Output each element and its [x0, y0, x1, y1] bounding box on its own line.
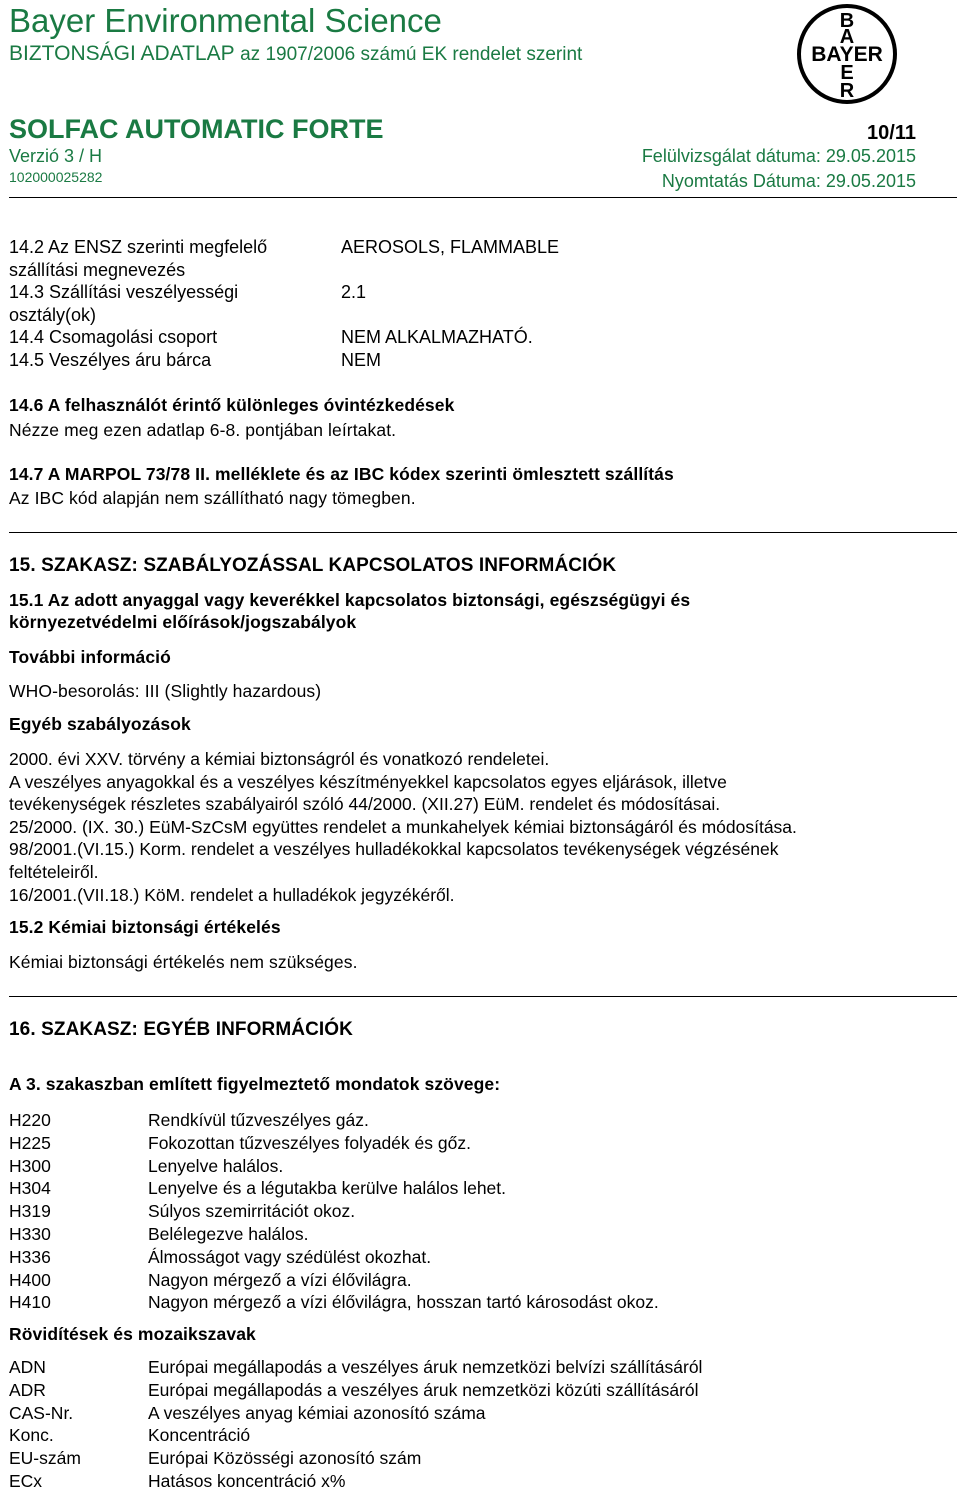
table-row: 14.5 Veszélyes áru bárca NEM — [9, 349, 381, 370]
other-regulations-title: Egyéb szabályozások — [9, 714, 191, 734]
page-number: 10/11 — [867, 122, 916, 144]
svg-text:A: A — [839, 26, 855, 48]
section-14-7-text: Az IBC kód alapján nem szállítható nagy tömegben. — [9, 488, 416, 508]
section-15-2-title: 15.2 Kémiai biztonsági értékelés — [9, 917, 281, 937]
header-divider — [9, 197, 957, 198]
abbreviations-title: Rövidítések és mozaikszavak — [9, 1324, 256, 1344]
product-name: SOLFAC AUTOMATIC FORTE — [9, 114, 384, 144]
table-row: szállítási megnevezés — [9, 259, 186, 280]
regulation-line: 25/2000. (IX. 30.) EüM-SzCsM együttes rendelet a munkahelyek kémiai biztonságáról és módosítása. — [9, 816, 797, 837]
section-16-title: 16. SZAKASZ: EGYÉB INFORMÁCIÓK — [9, 1019, 353, 1040]
transport-table — [9, 236, 559, 371]
h-statements-title: A 3. szakaszban említett figyelmeztető mondatok szövege: — [9, 1074, 501, 1094]
regulation-line: 98/2001.(VI.15.) Korm. rendelet a veszélyes hulladékokkal kapcsolatos tevékenységek végzésének — [9, 839, 779, 860]
table-row: ECx Hatásos koncentráció x% — [9, 1470, 346, 1491]
table-row: H304 Lenyelve és a légutakba kerülve halálos lehet. — [9, 1178, 507, 1199]
table-row: H225 Fokozottan tűzveszélyes folyadék és gőz. — [9, 1132, 471, 1153]
regulation-line: tevékenységek részletes szabályairól szóló 44/2000. (XII.27) EüM. rendelet és módosításai. — [9, 794, 721, 815]
table-row: Konc. Koncentráció — [9, 1425, 251, 1446]
revision-date: Felülvizsgálat dátuma: 29.05.2015 — [641, 146, 916, 166]
section-divider — [9, 532, 957, 533]
svg-text:R: R — [839, 80, 855, 102]
company-name: Bayer Environmental Science — [9, 2, 442, 39]
document-subtitle — [9, 42, 582, 66]
regulation-line: feltételeiről. — [9, 861, 99, 882]
regulation-line: A veszélyes anyagokkal és a veszélyes készítményekkel kapcsolatos egyes eljárások, illetve — [9, 771, 727, 792]
table-row: 14.3 Szállítási veszélyességi 2.1 — [9, 282, 367, 302]
print-date: Nyomtatás Dátuma: 29.05.2015 — [661, 171, 916, 191]
table-row: 14.4 Csomagolási csoport NEM ALKALMAZHATÓ. — [9, 327, 533, 347]
section-15-title: 15. SZAKASZ: SZABÁLYOZÁSSAL KAPCSOLATOS INFORMÁCIÓK — [9, 555, 617, 576]
svg-text:E: E — [840, 62, 854, 84]
section-15-1-title-line1: 15.1 Az adott anyaggal vagy keverékkel kapcsolatos biztonsági, egészségügyi és — [9, 590, 691, 610]
abbreviations-table — [9, 1356, 702, 1493]
section-14-6-title: 14.6 A felhasználót érintő különleges óvintézkedések — [9, 395, 455, 415]
section-14-6-text: Nézze meg ezen adatlap 6-8. pontjában leírtakat. — [9, 420, 397, 440]
table-row: ADN Európai megállapodás a veszélyes áruk nemzetközi belvízi szállításáról — [9, 1357, 703, 1377]
regulation-line: 2000. évi XXV. törvény a kémiai biztonságról és vonatkozó rendeletei. — [9, 749, 550, 769]
h-statements-table — [9, 1109, 659, 1314]
svg-text:B: B — [839, 10, 855, 32]
regulation-line: 16/2001.(VII.18.) KöM. rendelet a hulladékok jegyzékéről. — [9, 884, 455, 905]
table-row: CAS-Nr. A veszélyes anyag kémiai azonosító száma — [9, 1402, 486, 1423]
further-info-title: További információ — [9, 647, 171, 667]
table-row: ADR Európai megállapodás a veszélyes áruk nemzetközi közúti szállításáról — [9, 1379, 699, 1400]
section-15-1-title-line2: környezetvédelmi előírások/jogszabályok — [9, 612, 357, 632]
table-row: EU-szám Európai Közösségi azonosító szám — [9, 1448, 422, 1469]
table-row: H330 Belélegezve halálos. — [9, 1223, 309, 1244]
version-label: Verzió 3 / H — [9, 146, 103, 166]
document-number: 102000025282 — [9, 169, 103, 185]
table-row: H410 Nagyon mérgező a vízi élővilágra, hosszan tartó károsodást okoz. — [9, 1292, 659, 1313]
section-15-2-text: Kémiai biztonsági értékelés nem szükséges. — [9, 952, 358, 972]
section-14-7-title: 14.7 A MARPOL 73/78 II. melléklete és az IBC kódex szerinti ömlesztett szállítás — [9, 464, 674, 484]
table-row: H220 Rendkívül tűzveszélyes gáz. — [9, 1110, 369, 1130]
regulations-list — [9, 748, 954, 906]
svg-text:BAYER: BAYER — [811, 43, 883, 66]
table-row: osztály(ok) — [9, 304, 97, 325]
who-classification: WHO-besorolás: III (Slightly hazardous) — [9, 681, 322, 701]
bayer-logo — [796, 3, 898, 105]
table-row: H336 Álmosságot vagy szédülést okozhat. — [9, 1246, 432, 1267]
regulation-reference: az 1907/2006 számú EK rendelet szerint — [240, 44, 583, 65]
table-row: H319 Súlyos szemirritációt okoz. — [9, 1201, 356, 1222]
table-row: H400 Nagyon mérgező a vízi élővilágra. — [9, 1269, 412, 1290]
section-divider — [9, 996, 957, 997]
table-row: 14.2 Az ENSZ szerinti megfelelő AEROSOLS, FLAMMABLE — [9, 237, 560, 257]
table-row: H300 Lenyelve halálos. — [9, 1155, 284, 1176]
document-type: BIZTONSÁGI ADATLAP — [9, 42, 235, 65]
